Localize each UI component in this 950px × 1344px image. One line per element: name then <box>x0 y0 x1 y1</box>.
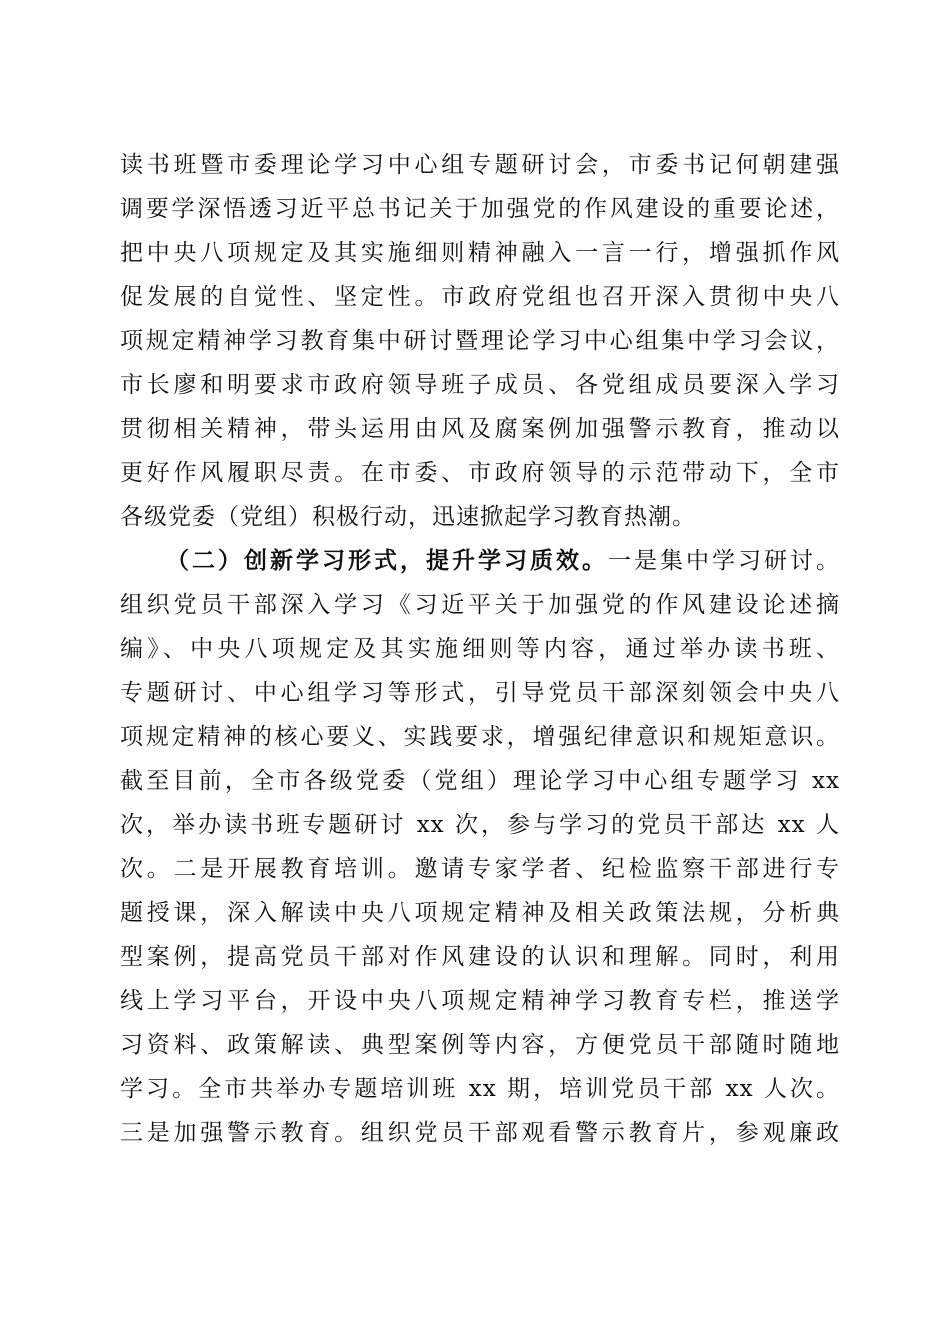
paragraph-2 <box>120 539 840 1155</box>
paragraph-2-first-line <box>120 539 840 583</box>
text-line: 促发展的自觉性、坚定性。市政府党组也召开深入贯彻中央八 <box>120 284 840 310</box>
text-line: 型案例，提高党员干部对作风建设的认识和理解。同时，利用 <box>120 944 840 970</box>
text-line: 次，举办读书班专题研讨 xx 次，参与学习的党员干部达 xx 人 <box>120 812 840 838</box>
text-line: 更好作风履职尽责。在市委、市政府领导的示范带动下，全市 <box>120 460 840 486</box>
text-line: 专题研讨、中心组学习等形式，引导党员干部深刻领会中央八 <box>120 680 840 706</box>
text-line: 贯彻相关精神，带头运用由风及腐案例加强警示教育，推动以 <box>120 416 840 442</box>
text-line: 组织党员干部深入学习《习近平关于加强党的作风建设论述摘 <box>120 592 840 618</box>
section-heading: （二）创新学习形式，提升学习质效。 <box>166 547 608 574</box>
text-line: 线上学习平台，开设中央八项规定精神学习教育专栏，推送学 <box>120 988 840 1014</box>
text-line: 次。二是开展教育培训。邀请专家学者、纪检监察干部进行专 <box>120 856 840 882</box>
text-line: 习资料、政策解读、典型案例等内容，方便党员干部随时随地 <box>120 1032 840 1058</box>
text-line: 各级党委（党组）积极行动，迅速掀起学习教育热潮。 <box>120 504 696 530</box>
text-line: 市长廖和明要求市政府领导班子成员、各党组成员要深入学习 <box>120 372 840 398</box>
first-line-text: 一是集中学习研讨。 <box>608 548 840 574</box>
text-line: 学习。全市共举办专题培训班 xx 期，培训党员干部 xx 人次。 <box>120 1076 840 1102</box>
text-line: 读书班暨市委理论学习中心组专题研讨会，市委书记何朝建强 <box>120 152 840 178</box>
text-line: 编》、中央八项规定及其实施细则等内容，通过举办读书班、 <box>120 636 840 662</box>
text-line: 截至目前，全市各级党委（党组）理论学习中心组专题学习 xx <box>120 768 840 794</box>
text-line: 三是加强警示教育。组织党员干部观看警示教育片，参观廉政 <box>120 1120 840 1146</box>
text-line: 项规定精神学习教育集中研讨暨理论学习中心组集中学习会议， <box>120 328 840 354</box>
text-line: 项规定精神的核心要义、实践要求，增强纪律意识和规矩意识。 <box>120 724 840 750</box>
text-line: 调要学深悟透习近平总书记关于加强党的作风建设的重要论述， <box>120 196 840 222</box>
paragraph-1 <box>120 143 840 539</box>
body-text <box>120 143 840 1155</box>
text-line: 把中央八项规定及其实施细则精神融入一言一行，增强抓作风 <box>120 240 840 266</box>
text-line: 题授课，深入解读中央八项规定精神及相关政策法规，分析典 <box>120 900 840 926</box>
